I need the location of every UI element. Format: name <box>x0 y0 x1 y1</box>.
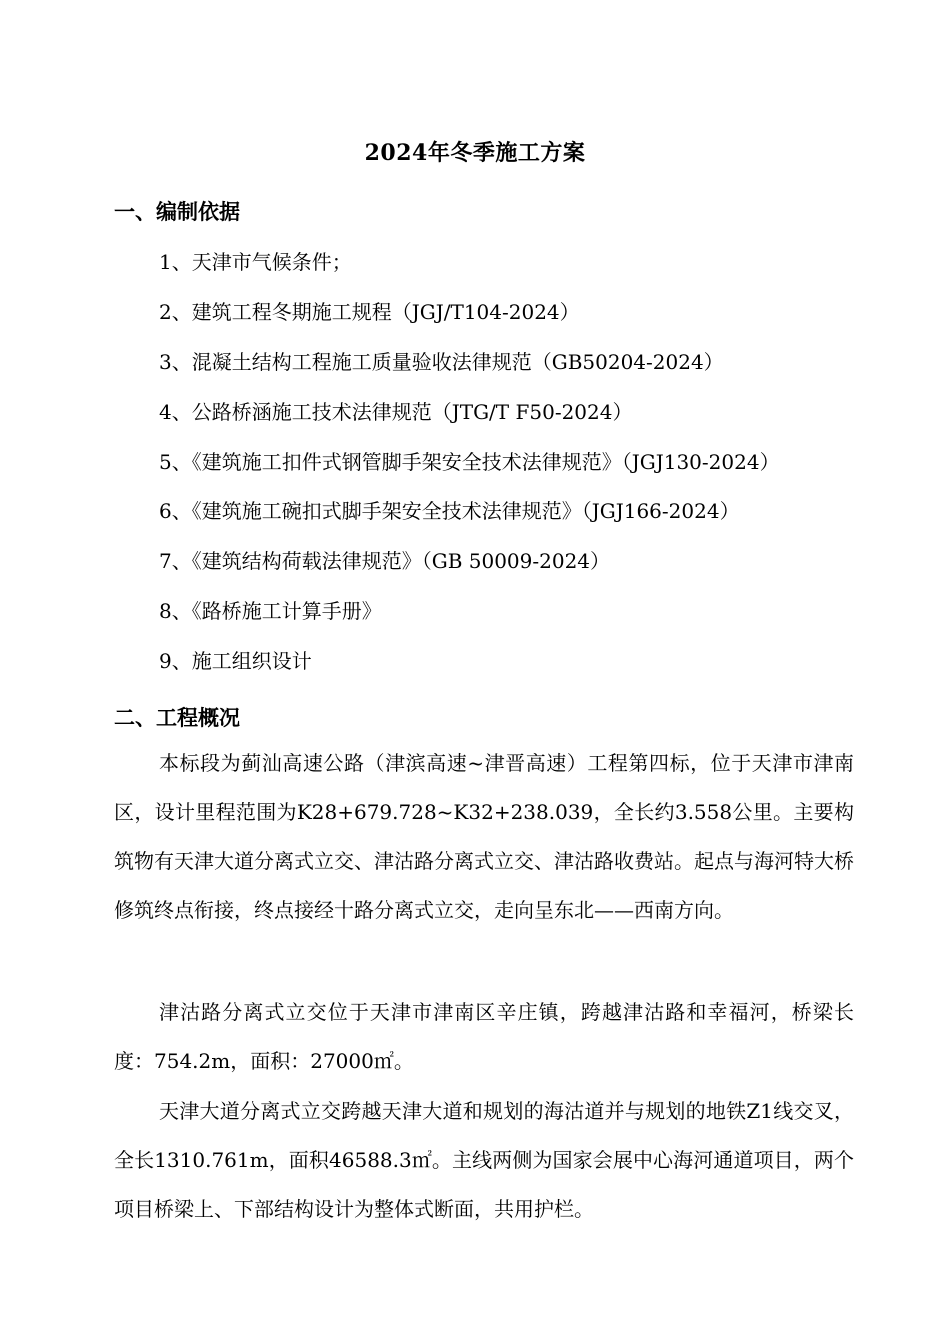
list-item: 9、施工组织设计 <box>159 649 312 673</box>
list-item: 1、天津市气候条件； <box>159 250 352 274</box>
overview-paragraph: 津沽路分离式立交位于天津市津南区辛庄镇，跨越津沽路和幸福河，桥梁长度：754.2m，面积：27000㎡。 <box>114 1000 854 1073</box>
section-heading-overview: 二、工程概况 <box>114 705 240 730</box>
list-item: 8、《路桥施工计算手册》 <box>159 599 382 623</box>
list-item: 5、《建筑施工扣件式钢管脚手架安全技术法律规范》（JGJ130-2024） <box>159 450 780 474</box>
list-item: 2、建筑工程冬期施工规程（JGJ/T104-2024） <box>159 300 580 324</box>
overview-paragraph: 本标段为蓟汕高速公路（津滨高速~津晋高速）工程第四标，位于天津市津南区，设计里程范围为K28+679.728~K32+238.039，全长约3.558公里。主要构筑物有天津大道分离式立交、津沽路分离式立交、津沽路收费站。起点与海河特大桥修筑终点衔接，终点接经十路分离式立交，走向呈东北——西南方向。 <box>114 751 854 922</box>
list-item: 7、《建筑结构荷载法律规范》（GB 50009-2024） <box>159 549 611 573</box>
list-item: 4、公路桥涵施工技术法律规范（JTG/T F50-2024） <box>159 400 633 424</box>
list-item: 6、《建筑施工碗扣式脚手架安全技术法律规范》（JGJ166-2024） <box>159 499 740 523</box>
document-title: 2024年冬季施工方案 <box>364 140 586 166</box>
list-item: 3、混凝土结构工程施工质量验收法律规范（GB50204-2024） <box>159 350 724 374</box>
section-heading-basis: 一、编制依据 <box>114 199 240 224</box>
overview-paragraph: 天津大道分离式立交跨越天津大道和规划的海沽道并与规划的地铁Z1线交叉，全长1310.761m，面积46588.3㎡。主线两侧为国家会展中心海河通道项目，两个项目桥梁上、下部结构设计为整体式断面，共用护栏。 <box>114 1099 854 1221</box>
